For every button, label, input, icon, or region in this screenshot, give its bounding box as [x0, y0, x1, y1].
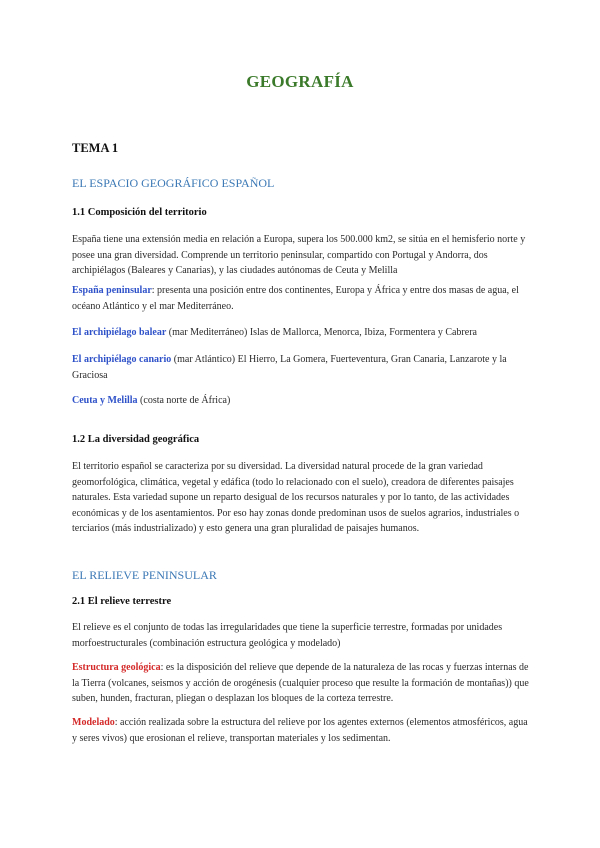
subsection-heading-relieve-terrestre: 2.1 El relieve terrestre [72, 596, 172, 607]
keyword-ceuta: Ceuta y Melilla [72, 395, 138, 406]
keyword-peninsular: España peninsular [72, 285, 152, 296]
paragraph-estructura [72, 660, 532, 707]
text-canario: (mar Atlántico) El Hierro, La Gomera, Fuerteventura, Gran Canaria, Lanzarote y la Graciosa [72, 354, 507, 381]
text-peninsular: : presenta una posición entre dos continentes, Europa y África y entre dos masas de agua, el océano Atlántico y el mar Mediterráneo. [72, 285, 519, 312]
paragraph-relieve: El relieve es el conjunto de todas las irregularidades que tiene la superficie terrestre, formadas por unidades morfoestructurales (combinación estructura geológica y modelado) [72, 622, 503, 649]
section-heading-relieve: EL RELIEVE PENINSULAR [72, 568, 217, 582]
paragraph-balear [72, 325, 532, 341]
paragraph-peninsular [72, 283, 532, 314]
text-ceuta: (costa norte de África) [137, 395, 231, 406]
paragraph-modelado [72, 715, 532, 746]
tema-heading: TEMA 1 [72, 141, 119, 155]
text-modelado: : acción realizada sobre la estructura del relieve por los agentes externos (elementos atmosféricos, agua y seres vivos) que erosionan el relieve, transportan materiales y los sedimentan. [72, 717, 528, 744]
text-balear: (mar Mediterráneo) Islas de Mallorca, Menorca, Ibiza, Formentera y Cabrera [166, 327, 477, 338]
subsection-heading-composicion: 1.1 Composición del territorio [72, 207, 207, 218]
keyword-balear: El archipiélago balear [72, 327, 167, 338]
text-estructura: : es la disposición del relieve que depende de la naturaleza de las rocas y fuerzas internas de la Tierra (volcanes, seismos y acción de orogénesis (cualquier proceso que resulte la formación de montañas)) que suben, hunden, fracturan, pliegan o desplazan los bloques de la corteza terrestre. [72, 662, 529, 704]
subsection-heading-diversidad: 1.2 La diversidad geográfica [72, 434, 200, 445]
paragraph-diversidad: El territorio español se caracteriza por su diversidad. La diversidad natural procede de la gran variedad geomorfológica, climática, vegetal y edáfica (todo lo relacionado con el suelo), creadora de diferentes paisajes naturales. Esta variedad supone un reparto desigual de los recursos naturales y por lo tanto, de las actividades económicas y de los asentamientos. Por eso hay zonas donde predominan usos de suelos agrarios, industriales o terciarios (más industrializado) y esto genera una gran pluralidad de paisajes humanos. [72, 461, 520, 534]
keyword-estructura: Estructura geológica [72, 662, 161, 673]
paragraph-composicion: España tiene una extensión media en relación a Europa, supera los 500.000 km2, se sitúa en el hemisferio norte y posee una gran diversidad. Comprende un territorio peninsular, compartido con Portugal y Andorra, dos archipiélagos (Baleares y Canarias), y las ciudades autónomas de Ceuta y Melilla [72, 234, 526, 276]
keyword-canario: El archipiélago canario [72, 354, 172, 365]
document-title: GEOGRAFÍA [246, 72, 354, 91]
keyword-modelado: Modelado [72, 717, 115, 728]
section-heading-espacio: EL ESPACIO GEOGRÁFICO ESPAÑOL [72, 176, 275, 190]
paragraph-canario [72, 352, 532, 383]
paragraph-ceuta [72, 393, 532, 409]
